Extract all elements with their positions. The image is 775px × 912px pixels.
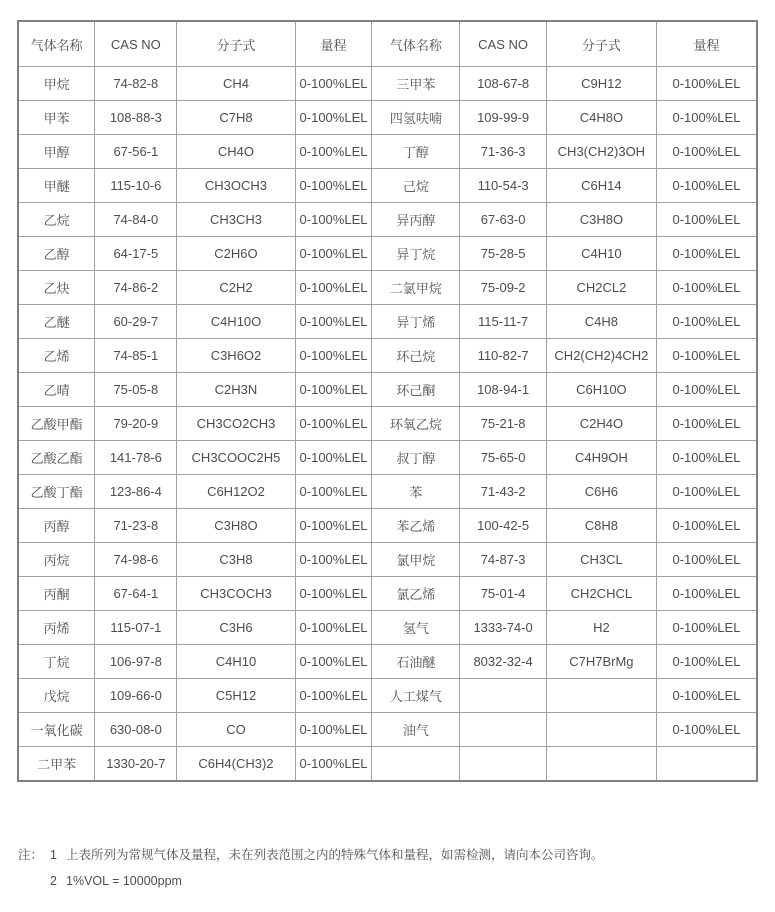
table-cell: 丁醇 — [372, 135, 460, 169]
table-cell: 丙酮 — [18, 577, 95, 611]
note-1-number: 1 — [50, 848, 57, 862]
gas-table — [17, 20, 758, 782]
table-row — [18, 713, 757, 747]
table-cell: C4H10 — [546, 237, 656, 271]
table-cell: C3H8 — [177, 543, 295, 577]
table-cell: 丙醇 — [18, 509, 95, 543]
table-cell: 0-100%LEL — [295, 373, 372, 407]
table-row — [18, 611, 757, 645]
column-header-right-0: 气体名称 — [372, 21, 460, 67]
table-cell: 乙酸乙酯 — [18, 441, 95, 475]
table-cell: 0-100%LEL — [295, 475, 372, 509]
table-cell: C3H8O — [177, 509, 295, 543]
table-cell: 乙酸甲酯 — [18, 407, 95, 441]
table-cell: 74-98-6 — [95, 543, 177, 577]
table-cell: 75-65-0 — [460, 441, 546, 475]
table-cell: 石油醚 — [372, 645, 460, 679]
table-cell: 1333-74-0 — [460, 611, 546, 645]
table-row — [18, 577, 757, 611]
table-cell: 乙醇 — [18, 237, 95, 271]
table-cell: C6H10O — [546, 373, 656, 407]
table-cell: 二氯甲烷 — [372, 271, 460, 305]
table-cell: 75-21-8 — [460, 407, 546, 441]
table-cell: 乙晴 — [18, 373, 95, 407]
table-cell: 0-100%LEL — [295, 135, 372, 169]
table-cell: 甲苯 — [18, 101, 95, 135]
table-cell: 0-100%LEL — [295, 679, 372, 713]
table-cell: 0-100%LEL — [656, 169, 757, 203]
table-cell: 0-100%LEL — [656, 645, 757, 679]
table-cell: C7H8 — [177, 101, 295, 135]
table-cell — [460, 713, 546, 747]
table-cell: 乙醚 — [18, 305, 95, 339]
table-cell: 苯 — [372, 475, 460, 509]
table-cell: 0-100%LEL — [295, 713, 372, 747]
table-cell: 108-67-8 — [460, 67, 546, 101]
table-cell: 异丙醇 — [372, 203, 460, 237]
table-cell: C3H6O2 — [177, 339, 295, 373]
table-cell: C6H12O2 — [177, 475, 295, 509]
table-cell: C2H4O — [546, 407, 656, 441]
table-row — [18, 237, 757, 271]
note-2-text: 1%VOL = 10000ppm — [66, 874, 182, 888]
table-cell: 0-100%LEL — [656, 67, 757, 101]
table-cell: 0-100%LEL — [295, 441, 372, 475]
table-cell: 0-100%LEL — [295, 543, 372, 577]
table-row — [18, 441, 757, 475]
table-cell: CO — [177, 713, 295, 747]
table-cell: C3H6 — [177, 611, 295, 645]
table-cell: 630-08-0 — [95, 713, 177, 747]
table-cell: 0-100%LEL — [295, 509, 372, 543]
table-cell: 0-100%LEL — [295, 271, 372, 305]
table-cell: 氢气 — [372, 611, 460, 645]
table-row — [18, 407, 757, 441]
table-row — [18, 271, 757, 305]
table-cell: 二甲苯 — [18, 747, 95, 782]
table-cell: 100-42-5 — [460, 509, 546, 543]
table-cell — [460, 679, 546, 713]
table-row — [18, 679, 757, 713]
table-cell: 甲烷 — [18, 67, 95, 101]
table-cell: 75-05-8 — [95, 373, 177, 407]
table-cell: CH3(CH2)3OH — [546, 135, 656, 169]
table-cell: 74-86-2 — [95, 271, 177, 305]
table-cell: 0-100%LEL — [295, 611, 372, 645]
table-row — [18, 543, 757, 577]
table-cell: 氯甲烷 — [372, 543, 460, 577]
table-cell: C4H10O — [177, 305, 295, 339]
table-row — [18, 645, 757, 679]
table-row — [18, 373, 757, 407]
table-row — [18, 475, 757, 509]
table-cell: 氯乙烯 — [372, 577, 460, 611]
table-cell: 三甲苯 — [372, 67, 460, 101]
table-cell: 环氧乙烷 — [372, 407, 460, 441]
table-cell: 甲醇 — [18, 135, 95, 169]
table-cell: C2H2 — [177, 271, 295, 305]
table-cell: C4H10 — [177, 645, 295, 679]
table-cell: CH2(CH2)4CH2 — [546, 339, 656, 373]
table-row — [18, 747, 757, 782]
table-cell: 0-100%LEL — [656, 509, 757, 543]
table-cell: CH3COCH3 — [177, 577, 295, 611]
table-row — [18, 135, 757, 169]
gas-table-head — [18, 21, 757, 67]
note-line-1 — [18, 845, 758, 863]
table-cell: 109-66-0 — [95, 679, 177, 713]
table-cell: 一氧化碳 — [18, 713, 95, 747]
table-cell: 71-23-8 — [95, 509, 177, 543]
table-cell: 甲醚 — [18, 169, 95, 203]
table-cell: CH3CL — [546, 543, 656, 577]
table-cell — [460, 747, 546, 782]
table-cell: 四氢呋喃 — [372, 101, 460, 135]
table-cell: 106-97-8 — [95, 645, 177, 679]
table-cell: 乙烯 — [18, 339, 95, 373]
table-cell: 乙烷 — [18, 203, 95, 237]
table-cell: 67-56-1 — [95, 135, 177, 169]
table-cell: 异丁烷 — [372, 237, 460, 271]
table-cell: 74-87-3 — [460, 543, 546, 577]
table-cell: 0-100%LEL — [656, 135, 757, 169]
table-cell: 75-09-2 — [460, 271, 546, 305]
table-cell: 0-100%LEL — [656, 101, 757, 135]
table-cell: 75-01-4 — [460, 577, 546, 611]
table-cell — [372, 747, 460, 782]
note-1-text: 上表所列为常规气体及量程，未在列表范围之内的特殊气体和量程，如需检测，请向本公司咨询。 — [66, 848, 604, 862]
table-cell: 60-29-7 — [95, 305, 177, 339]
table-row — [18, 67, 757, 101]
table-cell: 0-100%LEL — [656, 339, 757, 373]
table-cell: 64-17-5 — [95, 237, 177, 271]
table-cell: C2H6O — [177, 237, 295, 271]
table-cell: C6H6 — [546, 475, 656, 509]
table-cell: 110-54-3 — [460, 169, 546, 203]
table-cell: 8032-32-4 — [460, 645, 546, 679]
table-cell: CH2CHCL — [546, 577, 656, 611]
table-cell: 79-20-9 — [95, 407, 177, 441]
table-cell: 0-100%LEL — [656, 679, 757, 713]
table-cell: 0-100%LEL — [656, 271, 757, 305]
table-cell: 0-100%LEL — [656, 441, 757, 475]
gas-range-table-container — [17, 20, 758, 782]
table-cell: 0-100%LEL — [656, 237, 757, 271]
table-cell: C7H7BrMg — [546, 645, 656, 679]
table-cell: 苯乙烯 — [372, 509, 460, 543]
column-header-left-3: 量程 — [295, 21, 372, 67]
table-cell: 108-94-1 — [460, 373, 546, 407]
table-cell: CH3COOC2H5 — [177, 441, 295, 475]
table-cell: 0-100%LEL — [295, 407, 372, 441]
table-cell: 71-36-3 — [460, 135, 546, 169]
table-cell: 0-100%LEL — [656, 543, 757, 577]
table-cell: 环己烷 — [372, 339, 460, 373]
table-cell — [546, 747, 656, 782]
table-cell: 108-88-3 — [95, 101, 177, 135]
table-cell: 0-100%LEL — [656, 611, 757, 645]
table-cell: 109-99-9 — [460, 101, 546, 135]
table-cell: 己烷 — [372, 169, 460, 203]
table-cell: 74-85-1 — [95, 339, 177, 373]
table-cell: 67-64-1 — [95, 577, 177, 611]
table-cell: 0-100%LEL — [295, 203, 372, 237]
table-cell: 0-100%LEL — [656, 407, 757, 441]
table-cell: 0-100%LEL — [656, 305, 757, 339]
table-cell: 115-07-1 — [95, 611, 177, 645]
table-cell: 110-82-7 — [460, 339, 546, 373]
table-cell: 0-100%LEL — [295, 169, 372, 203]
table-cell: C3H8O — [546, 203, 656, 237]
table-cell: CH4 — [177, 67, 295, 101]
note-2-number: 2 — [50, 874, 57, 888]
table-cell: 0-100%LEL — [295, 577, 372, 611]
table-cell — [546, 679, 656, 713]
table-cell: 0-100%LEL — [295, 747, 372, 782]
table-cell: C6H14 — [546, 169, 656, 203]
table-cell: 丁烷 — [18, 645, 95, 679]
table-row — [18, 101, 757, 135]
table-cell: C4H8 — [546, 305, 656, 339]
table-cell: 0-100%LEL — [295, 67, 372, 101]
table-cell: 0-100%LEL — [656, 373, 757, 407]
table-cell: 141-78-6 — [95, 441, 177, 475]
table-cell: 74-84-0 — [95, 203, 177, 237]
note-line-2 — [18, 874, 758, 888]
table-cell: 1330-20-7 — [95, 747, 177, 782]
column-header-left-0: 气体名称 — [18, 21, 95, 67]
table-cell: CH3CO2CH3 — [177, 407, 295, 441]
table-cell: 67-63-0 — [460, 203, 546, 237]
table-cell: CH2CL2 — [546, 271, 656, 305]
table-cell: 0-100%LEL — [295, 305, 372, 339]
table-cell: 0-100%LEL — [295, 645, 372, 679]
table-cell: 异丁烯 — [372, 305, 460, 339]
table-cell — [546, 713, 656, 747]
table-cell: 乙炔 — [18, 271, 95, 305]
table-cell: 75-28-5 — [460, 237, 546, 271]
column-header-left-2: 分子式 — [177, 21, 295, 67]
table-cell: 115-11-7 — [460, 305, 546, 339]
table-cell: 0-100%LEL — [656, 203, 757, 237]
table-cell: 0-100%LEL — [656, 713, 757, 747]
table-cell: C2H3N — [177, 373, 295, 407]
table-row — [18, 203, 757, 237]
table-cell: 115-10-6 — [95, 169, 177, 203]
table-cell: C4H8O — [546, 101, 656, 135]
note-prefix: 注： — [18, 848, 44, 862]
column-header-right-3: 量程 — [656, 21, 757, 67]
table-row — [18, 339, 757, 373]
column-header-left-1: CAS NO — [95, 21, 177, 67]
table-cell: 0-100%LEL — [656, 475, 757, 509]
table-cell: H2 — [546, 611, 656, 645]
table-cell: C9H12 — [546, 67, 656, 101]
footnotes — [18, 845, 758, 899]
gas-table-body — [18, 67, 757, 782]
table-cell — [656, 747, 757, 782]
table-cell: CH3OCH3 — [177, 169, 295, 203]
table-row — [18, 169, 757, 203]
table-row — [18, 509, 757, 543]
table-cell: CH3CH3 — [177, 203, 295, 237]
table-cell: 人工煤气 — [372, 679, 460, 713]
table-cell: 0-100%LEL — [295, 237, 372, 271]
column-header-right-1: CAS NO — [460, 21, 546, 67]
table-cell: 71-43-2 — [460, 475, 546, 509]
table-cell: CH4O — [177, 135, 295, 169]
table-cell: C4H9OH — [546, 441, 656, 475]
table-cell: 环己酮 — [372, 373, 460, 407]
table-cell: 油气 — [372, 713, 460, 747]
table-cell: 丙烯 — [18, 611, 95, 645]
table-row — [18, 305, 757, 339]
table-cell: C8H8 — [546, 509, 656, 543]
table-cell: 叔丁醇 — [372, 441, 460, 475]
header-row — [18, 21, 757, 67]
table-cell: 0-100%LEL — [295, 339, 372, 373]
table-cell: 乙酸丁酯 — [18, 475, 95, 509]
column-header-right-2: 分子式 — [546, 21, 656, 67]
table-cell: 0-100%LEL — [656, 577, 757, 611]
table-cell: C6H4(CH3)2 — [177, 747, 295, 782]
table-cell: C5H12 — [177, 679, 295, 713]
table-cell: 戊烷 — [18, 679, 95, 713]
table-cell: 0-100%LEL — [295, 101, 372, 135]
table-cell: 123-86-4 — [95, 475, 177, 509]
table-cell: 74-82-8 — [95, 67, 177, 101]
table-cell: 丙烷 — [18, 543, 95, 577]
